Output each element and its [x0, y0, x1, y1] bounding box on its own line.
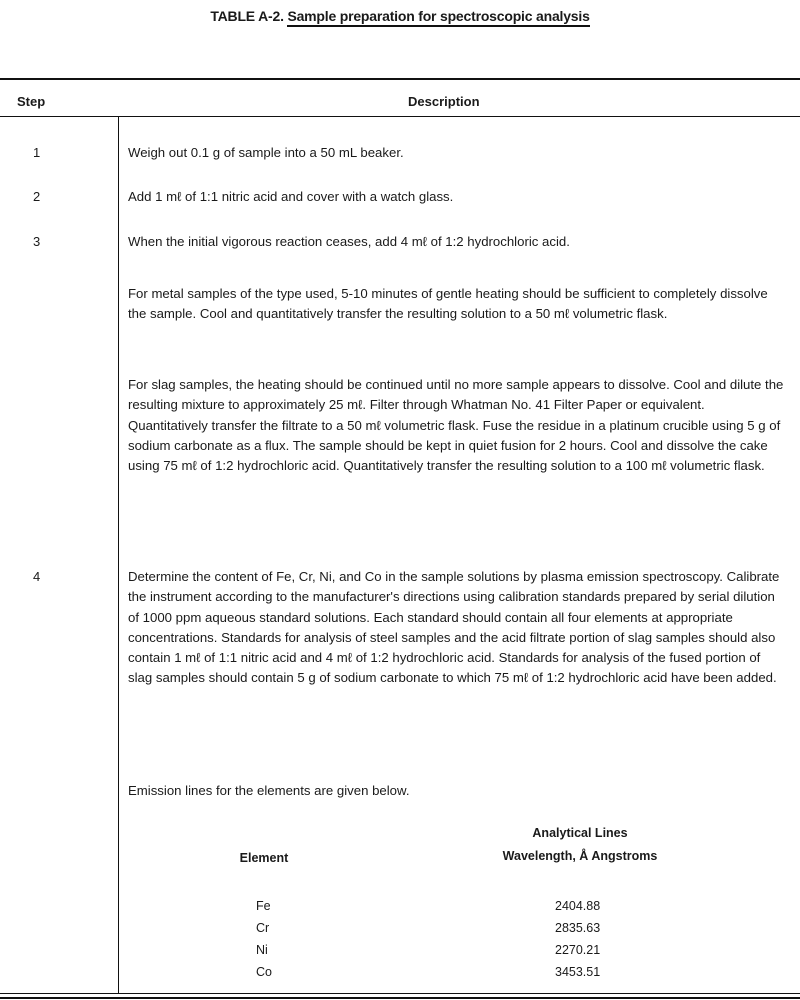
table-bottom-rule: [0, 993, 800, 994]
step-4-text-1: Determine the content of Fe, Cr, Ni, and Co in the sample solutions by plasma emission spectroscopy. Calibrate the instrument according to the manufacturer's directions using calibration standards prepared by serial dilution of 1000 ppm aqueous standard solutions. Each standard should contain all four elements at appropriate concentrations. Standards for analysis of steel samples and the acid filtrate portion of slag samples should also contain 1 mℓ of 1:1 nitric acid and 4 mℓ of 1:2 hydrochloric acid. Standards for analysis of the fused portion of slag samples should contain 5 g of sodium carbonate to which 75 mℓ of 1:2 hydrochloric acid have been added.: [128, 569, 780, 686]
step-4-text-2: Emission lines for the elements are given below.: [128, 783, 410, 798]
column-header-description: Description: [408, 94, 480, 109]
step-3-text-1: When the initial vigorous reaction ceases, add 4 mℓ of 1:2 hydrochloric acid.: [128, 234, 570, 249]
table-title: [0, 8, 800, 24]
column-divider: [118, 116, 119, 993]
step-1-text: Weigh out 0.1 g of sample into a 50 mL beaker.: [128, 145, 404, 160]
wavelength-cell: 3453.51: [555, 965, 601, 979]
element-cell: Co: [256, 965, 272, 979]
step-2-text: Add 1 mℓ of 1:1 nitric acid and cover with a watch glass.: [128, 189, 454, 204]
wavelength-cell: 2404.88: [555, 899, 601, 913]
step-3-text-2: For metal samples of the type used, 5-10 minutes of gentle heating should be sufficient to completely dissolve the sample. Cool and quantitatively transfer the resulting solution to a 50 mℓ volumetric flask.: [128, 286, 768, 322]
emission-header-element: Element: [239, 851, 289, 865]
column-header-step: Step: [17, 94, 46, 109]
table-title-main: Sample preparation for spectroscopic analysis: [287, 8, 589, 27]
step-number-2: 2: [33, 189, 41, 204]
wavelength-cell: 2835.63: [555, 921, 601, 935]
table-top-rule: [0, 78, 800, 80]
wavelength-cell: 2270.21: [555, 943, 601, 957]
element-cell: Ni: [256, 943, 268, 957]
step-number-3: 3: [33, 234, 41, 249]
element-cell: Cr: [256, 921, 270, 935]
element-cell: Fe: [256, 899, 271, 913]
header-rule: [0, 116, 800, 117]
emission-header-lines-1: Analytical Lines: [532, 826, 628, 840]
step-3-text-3: For slag samples, the heating should be continued until no more sample appears to dissolve. Cool and dilute the resulting mixture to approximately 25 mℓ. Filter through Whatman No. 41 Filter Paper or equivalent. Quantitatively transfer the filtrate to a 50 mℓ volumetric flask. Fuse the residue in a platinum crucible using 5 g of sodium carbonate as a flux. The sample should be kept in quiet fusion for 2 hours. Cool and dissolve the cake using 75 mℓ of 1:2 hydrochloric acid. Quantitatively transfer the resulting solution to a 100 mℓ volumetric flask.: [128, 377, 784, 474]
step-number-4: 4: [33, 569, 41, 584]
table-bottom-rule-double: [0, 997, 800, 999]
table-title-prefix: TABLE A-2.: [210, 8, 288, 24]
emission-header-lines-2: Wavelength, Å Angstroms: [502, 849, 658, 863]
step-number-1: 1: [33, 145, 41, 160]
